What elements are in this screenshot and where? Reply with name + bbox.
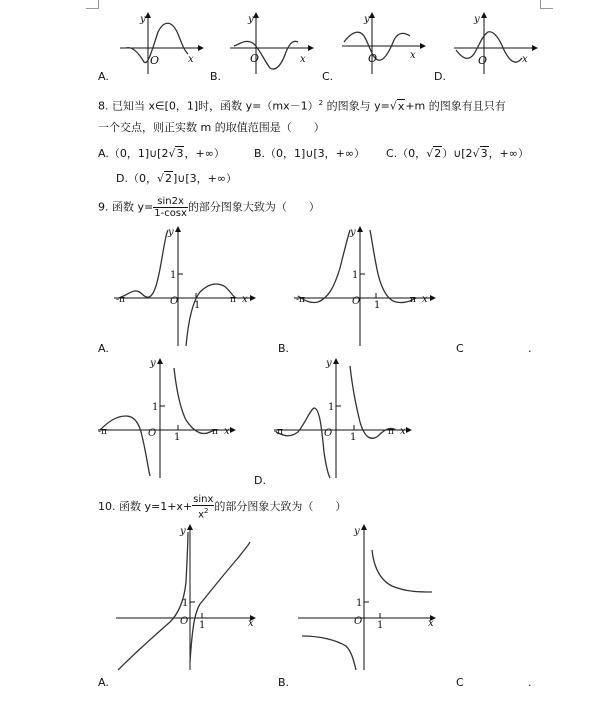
q9b-origin-label: O bbox=[352, 296, 361, 307]
q9a-neg-pi: -π bbox=[116, 295, 125, 305]
q10a-one-y: 1 bbox=[182, 598, 189, 609]
q9b-neg-pi: -π bbox=[296, 295, 305, 305]
q9-stem bbox=[98, 196, 320, 219]
q9-graph-a bbox=[112, 226, 262, 348]
q8-stem-line1: 8. 已知当 x∈[0，1]时，函数 $y=(mx-1)^2$ 的图象与 y=√x+m 的图象有且只有 bbox=[98, 99, 506, 113]
q9a-one-x: 1 bbox=[194, 300, 201, 311]
q9-fraction bbox=[153, 196, 188, 219]
q8-option-d-text1: D.（0， bbox=[116, 172, 157, 185]
q8-stem-part2: 的图象与 y= bbox=[323, 99, 390, 113]
q10a-y-label: y bbox=[180, 526, 186, 537]
q9d-one-y: 1 bbox=[328, 402, 335, 413]
q8-stem-part3: +m 的图象有且只有 bbox=[405, 99, 506, 113]
q8-exponent: 2 bbox=[318, 99, 324, 107]
q8-option-c-text1: C.（0， bbox=[386, 147, 427, 160]
q7c-origin-label: O bbox=[368, 52, 378, 65]
q9-graph-d bbox=[272, 356, 422, 480]
q9b-y-label: y bbox=[350, 227, 356, 238]
q10-graph-b bbox=[296, 522, 446, 672]
q9c-one-y: 1 bbox=[152, 402, 159, 413]
q9c-x-label: x bbox=[224, 426, 230, 437]
q10-stem-prefix: 10. 函数 y=1+x+ bbox=[98, 500, 193, 514]
q9b-one-x: 1 bbox=[374, 300, 381, 311]
q7d-y-label: y bbox=[474, 14, 480, 25]
q9-option-d[interactable]: D. bbox=[254, 474, 266, 487]
q10b-x-label: x bbox=[428, 618, 434, 629]
q9d-y-label: y bbox=[326, 358, 332, 369]
q7b-x-label: x bbox=[300, 54, 306, 65]
q7-graph-c bbox=[340, 10, 430, 80]
q10-stem-suffix: 的部分图象大致为（ ） bbox=[214, 500, 347, 514]
q9-option-b[interactable]: B. bbox=[278, 342, 290, 355]
q9a-pi: π bbox=[230, 295, 236, 305]
q9-option-a[interactable]: A. bbox=[98, 342, 109, 355]
q9d-pi: π bbox=[388, 427, 394, 437]
q9-graph-b bbox=[292, 226, 442, 348]
q7d-x-label: x bbox=[522, 54, 528, 65]
q7-option-d[interactable]: D. bbox=[434, 70, 446, 83]
q7-graph-a bbox=[118, 10, 208, 80]
q7a-origin-label: O bbox=[150, 54, 160, 67]
q8-option-b[interactable]: B.（0，1]∪[3，+∞） bbox=[254, 147, 366, 160]
q10-denominator-x: x bbox=[198, 509, 204, 521]
q9c-y-label: y bbox=[150, 358, 156, 369]
q8-option-c-text3: ，+∞） bbox=[488, 147, 529, 160]
q8-stem-part1: 8. 已知当 x∈[0，1]时，函数 y=（mx－1） bbox=[98, 99, 319, 113]
q8-option-a-text2: ，+∞） bbox=[184, 147, 225, 160]
q8-option-d[interactable]: D.（0，√2]∪[3，+∞） bbox=[116, 172, 237, 185]
q10-option-c[interactable]: C bbox=[456, 676, 464, 689]
q7b-y-label: y bbox=[248, 14, 254, 25]
q10a-origin-label: O bbox=[180, 616, 189, 627]
q9-stem-suffix: 的部分图象大致为（ ） bbox=[187, 200, 320, 214]
q7c-x-label: x bbox=[410, 50, 416, 61]
q8-stem-line2: 一个交点，则正实数 m 的取值范围是（ ） bbox=[98, 121, 325, 134]
q7c-y-label: y bbox=[364, 14, 370, 25]
q10a-x-label: x bbox=[248, 618, 254, 629]
q10-option-b[interactable]: B. bbox=[278, 676, 290, 689]
q9a-origin-label: O bbox=[170, 296, 179, 307]
q8-option-a-text1: A.（0，1]∪[2 bbox=[98, 147, 169, 160]
q9d-neg-pi: -π bbox=[274, 427, 283, 437]
q7a-x-label: x bbox=[188, 54, 194, 65]
q9d-one-x: 1 bbox=[350, 432, 357, 443]
q8-option-d-text2: ]∪[3，+∞） bbox=[172, 172, 237, 185]
q7a-y-label: y bbox=[140, 14, 146, 25]
q7-option-c[interactable]: C. bbox=[322, 70, 334, 83]
q9-graph-c bbox=[96, 356, 246, 480]
q9-denominator: 1-cosx bbox=[154, 208, 187, 219]
q7b-origin-label: O bbox=[250, 52, 260, 65]
q7-graph-b bbox=[228, 10, 318, 80]
q9c-neg-pi: -π bbox=[98, 427, 107, 437]
q9c-origin-label: O bbox=[148, 428, 157, 439]
q9b-x-label: x bbox=[422, 294, 428, 305]
q10-numerator: sinx bbox=[193, 494, 214, 505]
q8-option-c-radicand1: 2 bbox=[434, 147, 442, 160]
q9a-x-label: x bbox=[242, 294, 248, 305]
q8-option-d-radicand: 2 bbox=[164, 172, 172, 185]
q9c-one-x: 1 bbox=[174, 432, 181, 443]
q10a-one-x: 1 bbox=[199, 620, 206, 631]
crop-mark-top-left bbox=[86, 0, 99, 9]
q10-denominator bbox=[192, 506, 214, 520]
q8-option-c-radicand2: 3 bbox=[480, 147, 488, 160]
q7-option-a[interactable]: A. bbox=[98, 70, 109, 83]
q9-stem-prefix: 9. 函数 y= bbox=[98, 200, 154, 214]
q9c-pi: π bbox=[212, 427, 218, 437]
q9d-x-label: x bbox=[400, 426, 406, 437]
q9-dot: . bbox=[528, 342, 532, 355]
q8-option-a-radicand: 3 bbox=[176, 147, 184, 160]
q10-graph-a bbox=[114, 522, 264, 672]
q7-graph-d bbox=[452, 10, 542, 80]
q10b-origin-label: O bbox=[354, 616, 363, 627]
q9a-one-y: 1 bbox=[170, 270, 177, 281]
q10-dot: . bbox=[528, 676, 532, 689]
q8-sqrt-x: x bbox=[397, 99, 405, 113]
q7d-origin-label: O bbox=[478, 54, 488, 67]
q7-option-b[interactable]: B. bbox=[210, 70, 222, 83]
q9d-origin-label: O bbox=[324, 428, 333, 439]
q10-stem bbox=[98, 494, 346, 520]
q10-fraction bbox=[192, 494, 214, 520]
q9-numerator: sin2x bbox=[153, 196, 188, 208]
q9a-y-label: y bbox=[168, 227, 174, 238]
q9b-one-y: 1 bbox=[352, 270, 359, 281]
q8-option-c-text2: ）∪[2 bbox=[442, 147, 473, 160]
q10-option-a[interactable]: A. bbox=[98, 676, 109, 689]
q8-option-c[interactable]: C.（0，√2）∪[2√3，+∞） bbox=[386, 147, 529, 160]
crop-mark-top-right bbox=[540, 0, 553, 9]
q9-option-c[interactable]: C bbox=[456, 342, 464, 355]
q10b-one-y: 1 bbox=[356, 598, 363, 609]
q10b-y-label: y bbox=[354, 526, 360, 537]
q9b-pi: π bbox=[410, 295, 416, 305]
q10-denominator-exp: 2 bbox=[204, 507, 209, 515]
q10b-one-x: 1 bbox=[377, 620, 384, 631]
q8-option-a[interactable]: A.（0，1]∪[2√3，+∞） bbox=[98, 147, 225, 160]
